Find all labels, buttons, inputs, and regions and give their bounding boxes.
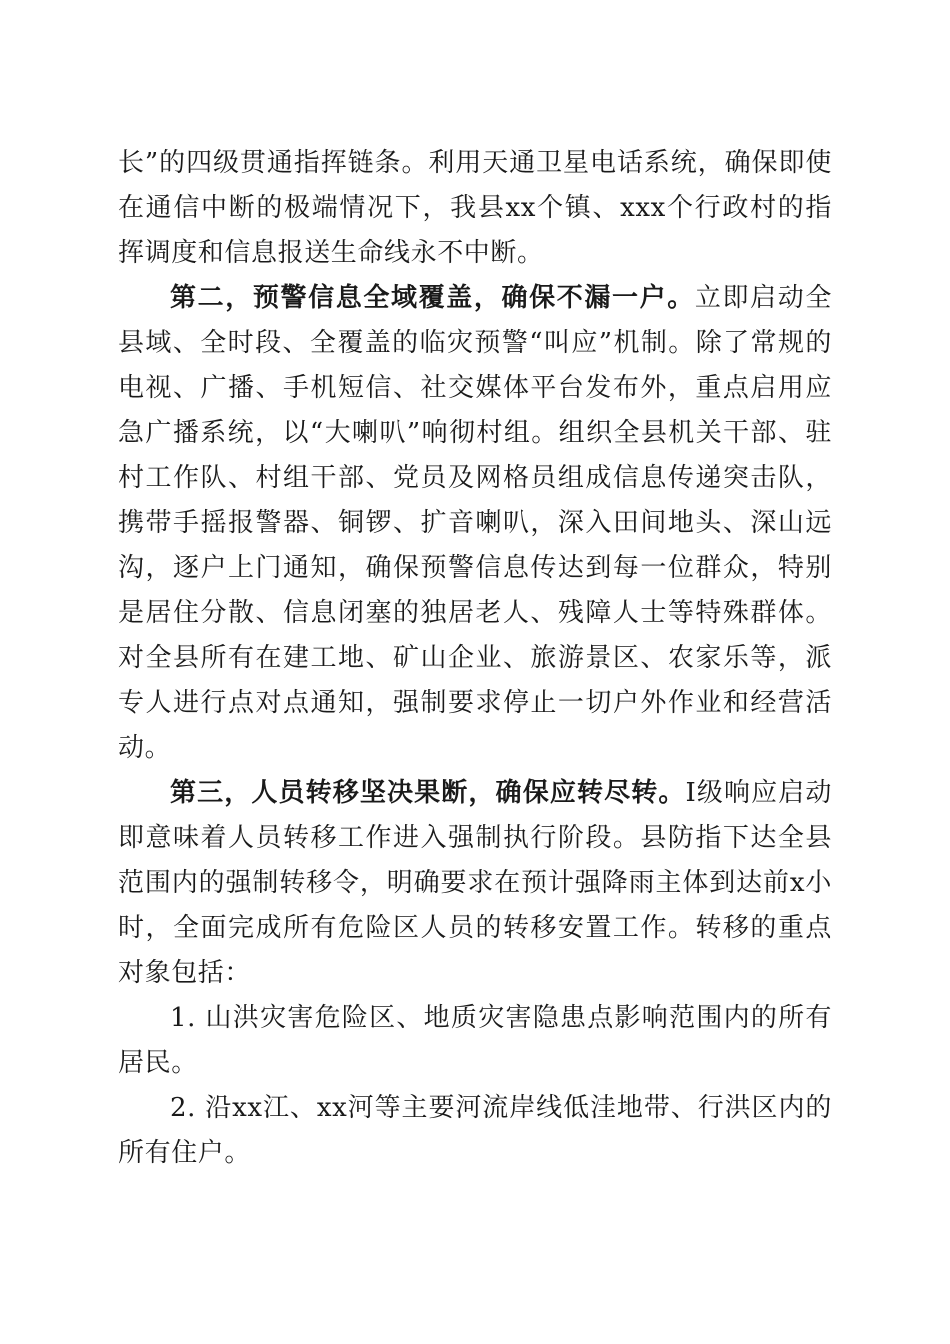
list-item-1 [118,996,832,1086]
paragraph-early-warning [118,276,832,771]
document-body [118,141,832,1176]
list-item-2 [118,1086,832,1176]
paragraph-heading: 第二，预警信息全域覆盖，确保不漏一户。 [170,283,695,313]
paragraph-text: Ⅰ级响应启动即意味着人员转移工作进入强制执行阶段。县防指下达全县范围内的强制转移令，明确要求在预计强降雨主体到达前x小时，全面完成所有危险区人员的转移安置工作。转移的重点对象包括： [118,778,833,988]
paragraph-text: 长”的四级贯通指挥链条。利用天通卫星电话系统，确保即使在通信中断的极端情况下，我县xx个镇、xxx个行政村的指挥调度和信息报送生命线永不中断。 [118,148,832,268]
paragraph-continuation [118,141,832,276]
paragraph-heading: 第三，人员转移坚决果断，确保应转尽转。 [170,778,686,808]
paragraph-evacuation [118,771,832,996]
paragraph-text: 立即启动全县域、全时段、全覆盖的临灾预警“叫应”机制。除了常规的电视、广播、手机短信、社交媒体平台发布外，重点启用应急广播系统，以“大喇叭”响彻村组。组织全县机关干部、驻村工作队、村组干部、党员及网格员组成信息传递突击队，携带手摇报警器、铜锣、扩音喇叭，深入田间地头、深山远沟，逐户上门通知，确保预警信息传达到每一位群众，特别是居住分散、信息闭塞的独居老人、残障人士等特殊群体。对全县所有在建工地、矿山企业、旅游景区、农家乐等，派专人进行点对点通知，强制要求停止一切户外作业和经营活动。 [118,283,832,763]
list-item-text: 2. 沿xx江、xx河等主要河流岸线低洼地带、行洪区内的所有住户。 [118,1093,832,1168]
list-item-text: 1. 山洪灾害危险区、地质灾害隐患点影响范围内的所有居民。 [118,1003,832,1078]
